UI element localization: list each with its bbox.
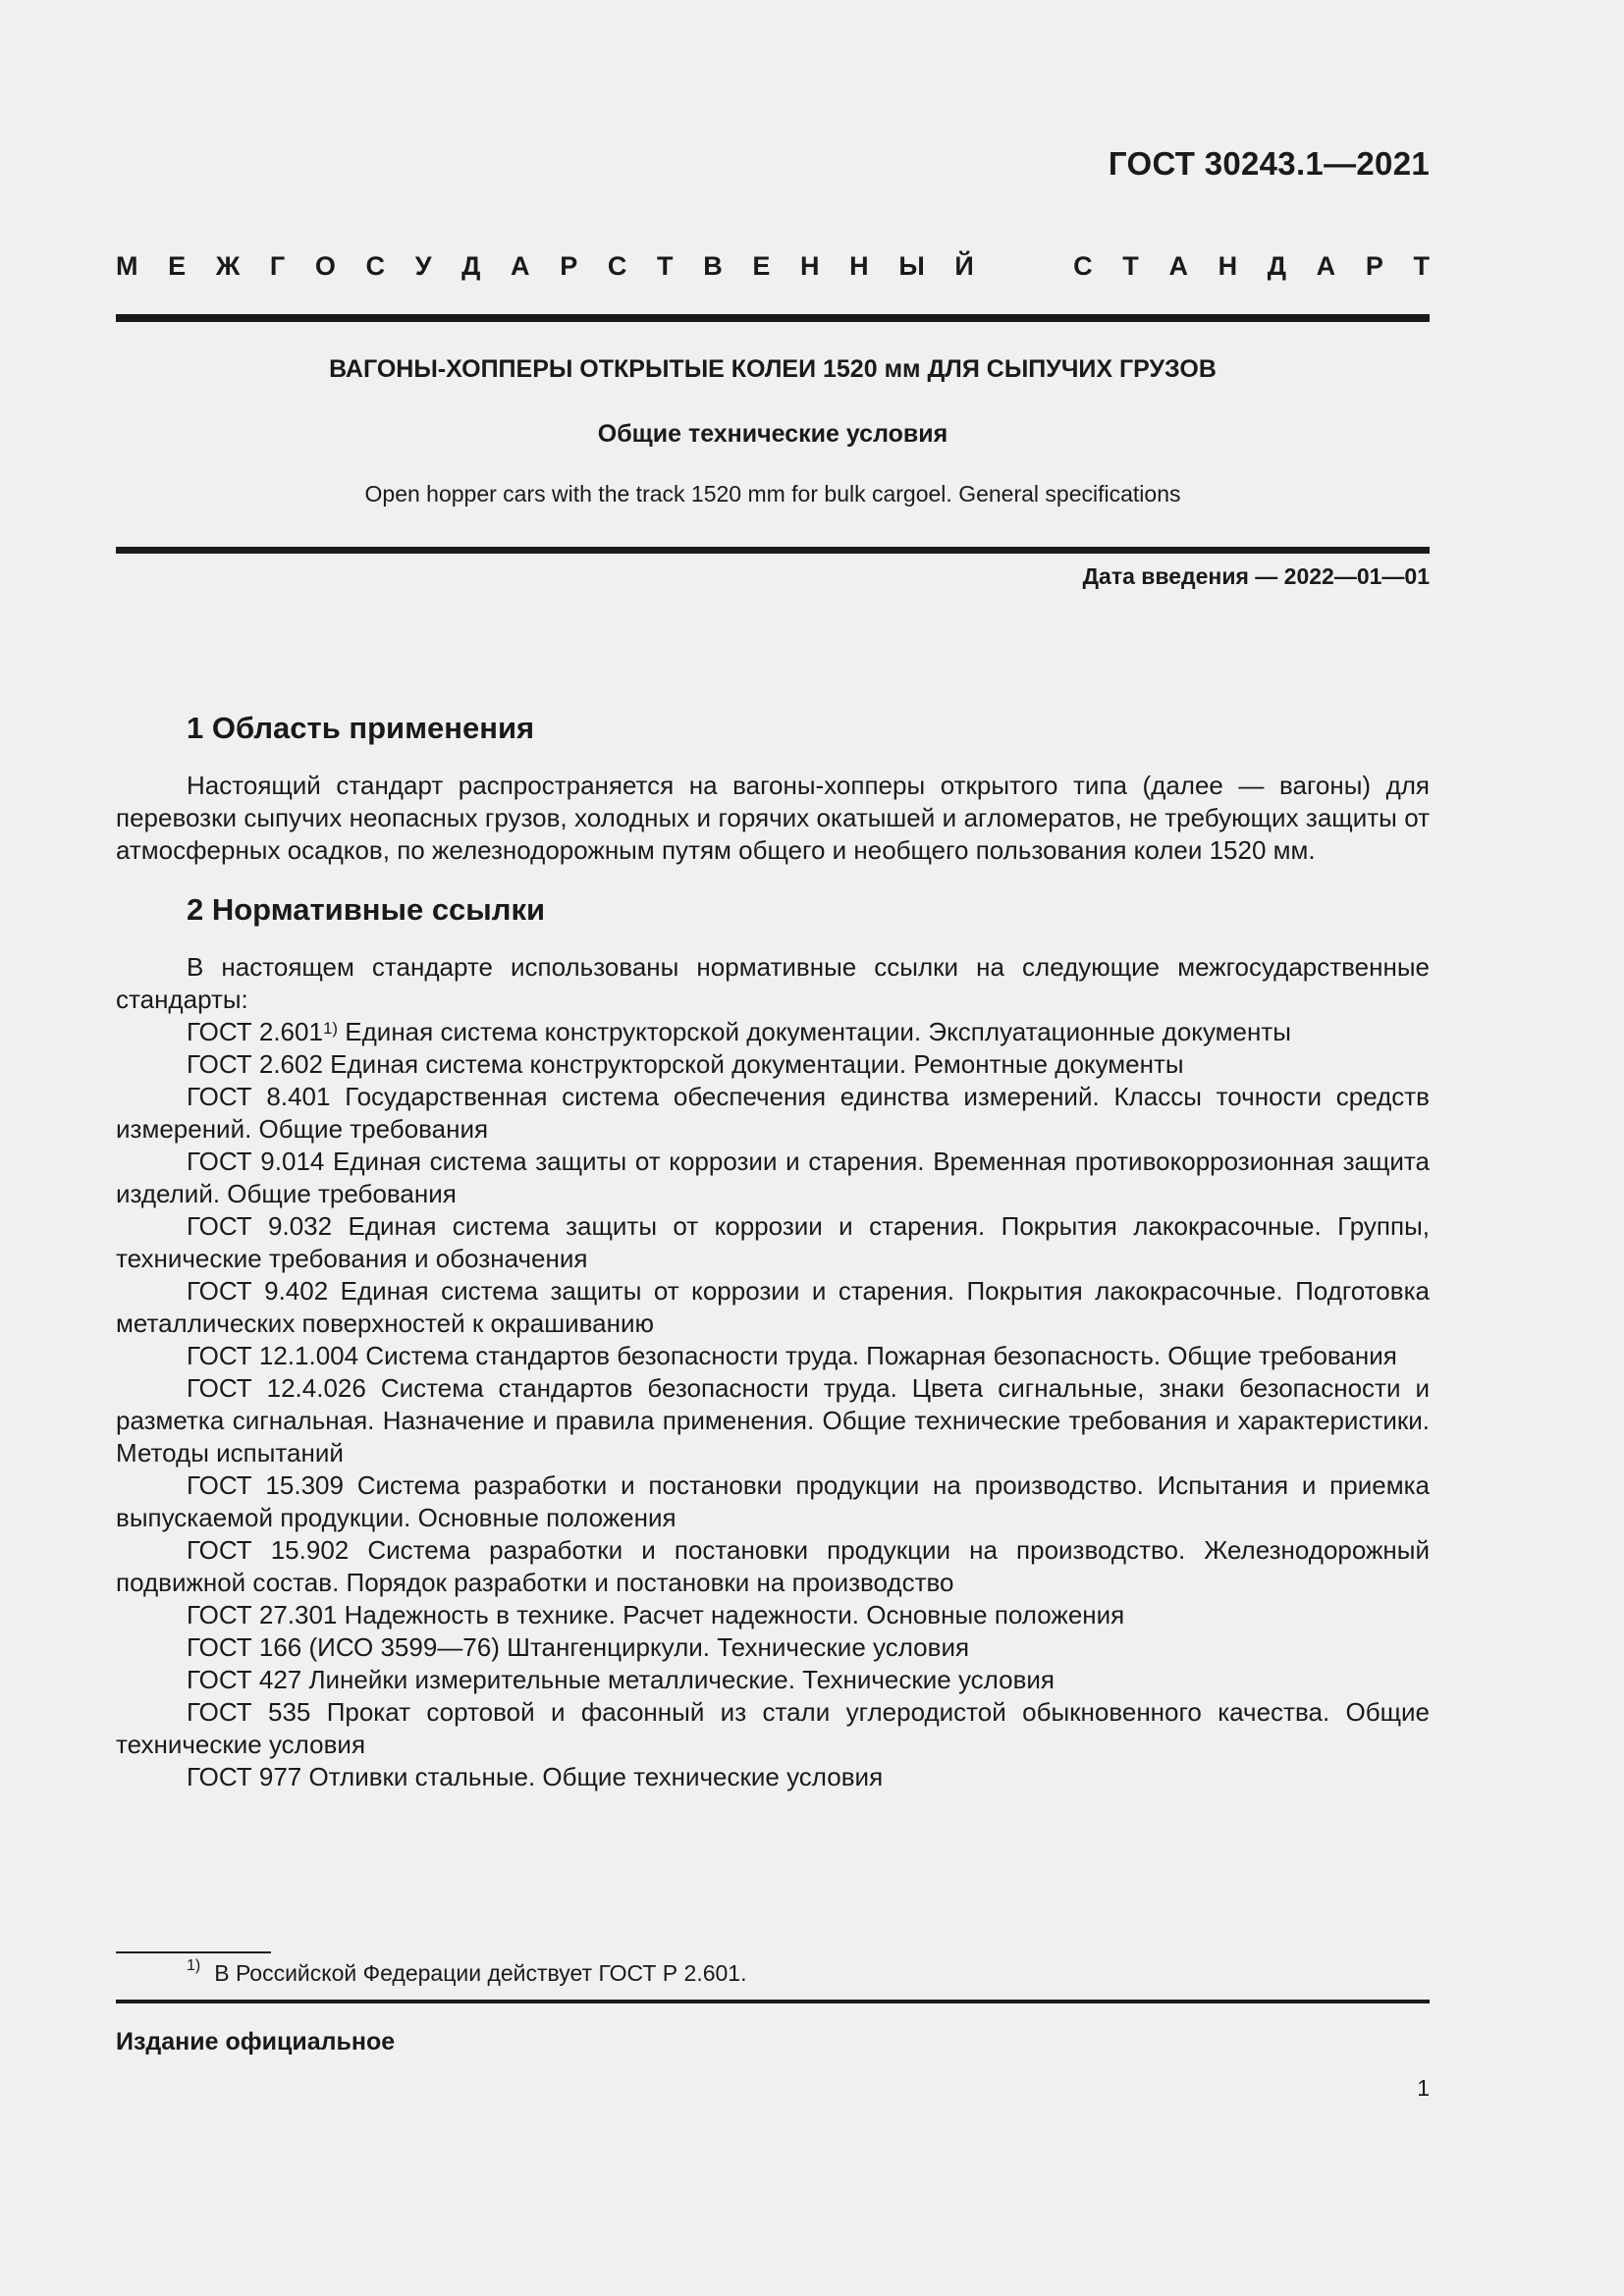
banner-letter: Й xyxy=(954,251,974,281)
banner-letter: М xyxy=(116,251,138,281)
introduction-date: Дата введения — 2022—01—01 xyxy=(1082,563,1430,589)
banner-letter: Р xyxy=(1365,251,1383,281)
banner-letter: Ж xyxy=(215,251,241,281)
banner-letter: С xyxy=(365,251,386,281)
reference-title: Система разработки и постановки продукции на производство. Испытания и приемка выпускаемой продукции. Основные положения xyxy=(116,1470,1430,1532)
banner-letter: Т xyxy=(1413,251,1430,281)
reference-item xyxy=(116,1016,1430,1048)
reference-title: Отливки стальные. Общие технические условия xyxy=(301,1762,884,1791)
reference-code: ГОСТ 535 xyxy=(187,1697,311,1727)
reference-title: Надежность в технике. Расчет надежности. Основные положения xyxy=(337,1600,1125,1629)
reference-code: ГОСТ 15.309 xyxy=(187,1470,344,1500)
banner-letter: Г xyxy=(269,251,286,281)
reference-item xyxy=(116,1599,1430,1631)
standard-type-banner xyxy=(116,251,1430,282)
section-paragraph: В настоящем стандарте использованы нормативные ссылки на следующие межгосударственные стандарты: xyxy=(116,952,1430,1014)
banner-letter: Е xyxy=(752,251,771,281)
reference-title: Единая система защиты от коррозии и старения. Покрытия лакокрасочные. Подготовка металлических поверхностей к окрашиванию xyxy=(116,1276,1430,1338)
reference-code: ГОСТ 427 xyxy=(187,1665,302,1694)
page-number: 1 xyxy=(1417,2075,1430,2101)
reference-title: Единая система защиты от коррозии и старения. Покрытия лакокрасочные. Группы, технические требования и обозначения xyxy=(116,1211,1430,1273)
banner-letter: Е xyxy=(168,251,187,281)
reference-item xyxy=(116,1275,1430,1340)
reference-code: ГОСТ 977 xyxy=(187,1762,302,1791)
reference-title: Государственная система обеспечения единства измерений. Классы точности средств измерений. Общие требования xyxy=(116,1082,1430,1144)
english-title: Open hopper cars with the track 1520 mm for bulk cargoel. General specifications xyxy=(364,481,1181,507)
banner-letter: В xyxy=(703,251,723,281)
reference-code: ГОСТ 9.402 xyxy=(187,1276,329,1306)
banner-letter: Ы xyxy=(898,251,925,281)
reference-title: Единая система конструкторской документации. Ремонтные документы xyxy=(322,1049,1184,1079)
banner-letter: Н xyxy=(800,251,820,281)
banner-letter: С xyxy=(607,251,627,281)
reference-item xyxy=(116,1146,1430,1210)
banner-letter: Т xyxy=(1122,251,1139,281)
banner-letter: С xyxy=(1073,251,1093,281)
banner-word-gap xyxy=(1003,251,1043,282)
reference-item xyxy=(116,1340,1430,1372)
reference-code: ГОСТ 9.032 xyxy=(187,1211,333,1241)
reference-code: ГОСТ 2.602 xyxy=(187,1049,323,1079)
reference-list xyxy=(116,1016,1430,1793)
reference-code: ГОСТ 166 xyxy=(187,1632,302,1662)
footnote-rule xyxy=(116,1951,271,1953)
reference-item xyxy=(116,1534,1430,1599)
section-scope xyxy=(116,709,1430,867)
footer-rule xyxy=(116,2000,1430,2003)
reference-item xyxy=(116,1631,1430,1664)
reference-code: ГОСТ 27.301 xyxy=(187,1600,338,1629)
reference-item xyxy=(116,1469,1430,1534)
section-heading: 1 Область применения xyxy=(187,711,535,745)
document-subtitle: Общие технические условия xyxy=(597,420,948,448)
banner-letter: Р xyxy=(560,251,578,281)
banner-letter: А xyxy=(511,251,530,281)
footnote-reference-mark: 1) xyxy=(322,1019,339,1038)
reference-item xyxy=(116,1081,1430,1146)
reference-title: Единая система конструкторской документации. Эксплуатационные документы xyxy=(338,1017,1291,1046)
reference-item xyxy=(116,1048,1430,1081)
banner-letter: Н xyxy=(849,251,869,281)
reference-title: Система стандартов безопасности труда. Пожарная безопасность. Общие требования xyxy=(358,1341,1397,1370)
reference-item xyxy=(116,1210,1430,1275)
reference-code: ГОСТ 15.902 xyxy=(187,1535,350,1565)
reference-title: (ИСО 3599—76) Штангенциркули. Технические условия xyxy=(301,1632,970,1662)
reference-code: ГОСТ 8.401 xyxy=(187,1082,331,1111)
reference-code: ГОСТ 12.1.004 xyxy=(187,1341,359,1370)
title-rule xyxy=(116,547,1430,554)
footnote xyxy=(187,1957,747,1987)
reference-title: Линейки измерительные металлические. Технические условия xyxy=(301,1665,1055,1694)
footnote-text: В Российской Федерации действует ГОСТ Р 2.601. xyxy=(214,1960,747,1986)
banner-letter: Т xyxy=(657,251,674,281)
reference-code: ГОСТ 2.601 xyxy=(187,1017,323,1046)
header-rule xyxy=(116,314,1430,322)
section-paragraph: Настоящий стандарт распространяется на вагоны-хопперы открытого типа (далее — вагоны) для перевозки сыпучих неопасных грузов, холодных и горячих окатышей и агломератов, не требующих защиты от атмосферных осадков, по железнодорожным путям общего и необщего пользования колеи 1520 мм. xyxy=(116,771,1430,865)
document-title: ВАГОНЫ-ХОППЕРЫ ОТКРЫТЫЕ КОЛЕИ 1520 мм ДЛЯ СЫПУЧИХ ГРУЗОВ xyxy=(329,355,1217,383)
reference-item xyxy=(116,1664,1430,1696)
reference-title: Прокат сортовой и фасонный из стали углеродистой обыкновенного качества. Общие технические условия xyxy=(116,1697,1430,1759)
banner-letter: А xyxy=(1168,251,1188,281)
banner-letter: Н xyxy=(1218,251,1238,281)
edition-label: Издание официальное xyxy=(116,2028,396,2056)
reference-item xyxy=(116,1761,1430,1793)
document-body xyxy=(116,709,1430,1793)
banner-letter: Д xyxy=(461,251,481,281)
reference-item xyxy=(116,1696,1430,1761)
footnote-mark: 1) xyxy=(187,1957,201,1974)
section-heading: 2 Нормативные ссылки xyxy=(187,892,546,927)
reference-code: ГОСТ 12.4.026 xyxy=(187,1373,366,1403)
banner-letter: А xyxy=(1316,251,1336,281)
reference-code: ГОСТ 9.014 xyxy=(187,1147,325,1176)
banner-letter: У xyxy=(414,251,432,281)
reference-title: Система стандартов безопасности труда. Цвета сигнальные, знаки безопасности и разметка сигнальная. Назначение и правила применения. Общие технические требования и характеристики. Методы испытаний xyxy=(116,1373,1430,1468)
document-code: ГОСТ 30243.1—2021 xyxy=(1108,145,1430,182)
reference-item xyxy=(116,1372,1430,1469)
banner-letter: Д xyxy=(1267,251,1287,281)
section-normative-references xyxy=(116,890,1430,1793)
reference-title: Система разработки и постановки продукции на производство. Железнодорожный подвижной состав. Порядок разработки и постановки на производство xyxy=(116,1535,1430,1597)
reference-title: Единая система защиты от коррозии и старения. Временная противокоррозионная защита изделий. Общие требования xyxy=(116,1147,1430,1208)
banner-letter: О xyxy=(314,251,336,281)
